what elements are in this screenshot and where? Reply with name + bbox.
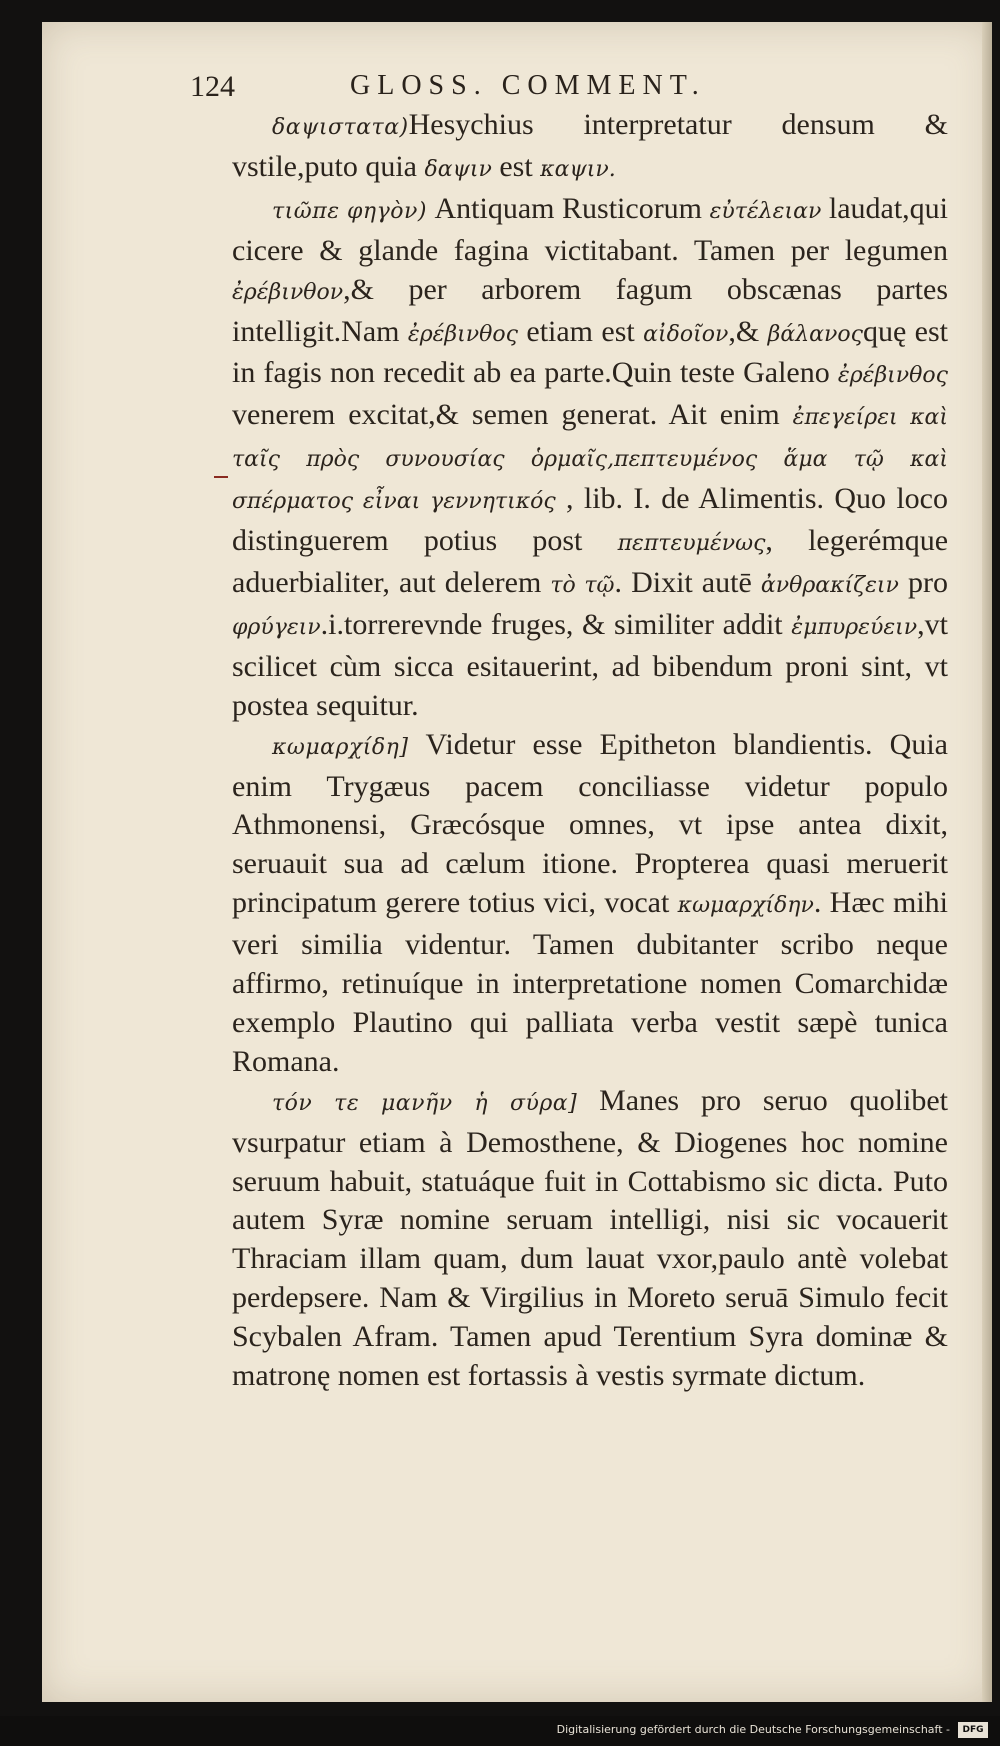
greek-word: δαψιν bbox=[424, 156, 492, 182]
greek-word: φρύγειν bbox=[232, 614, 321, 640]
greek-word: ἐρέβινθον bbox=[232, 279, 344, 305]
latin-text: Hesychius interpretatur densum & vstile,puto quia bbox=[232, 108, 948, 183]
greek-word: ἐρέβινθος bbox=[837, 363, 948, 389]
commentary-paragraph bbox=[232, 190, 948, 726]
latin-text: laudat,qui cicere & glande fagina victitabant. Tamen per legumen bbox=[232, 191, 948, 267]
commentary-paragraph bbox=[232, 726, 948, 1082]
greek-word: πεπτευμένως bbox=[617, 531, 766, 557]
latin-text: etiam est bbox=[517, 314, 644, 348]
lemma-greek: κωμαρχίδη] bbox=[272, 734, 409, 760]
latin-text: , legerémque aduerbialiter, aut delerem bbox=[232, 524, 949, 599]
latin-text: Videtur esse Epitheton blandientis. Quia enim Trygæus pacem conciliasse videtur populo Athmonensi, Græcósque omnes, vt ipse antea dixit, seruauit sua ad cælum itione. Propterea quasi meruerit principatum gerere totius vici, vocat bbox=[232, 727, 948, 920]
digitization-footer bbox=[0, 1716, 1000, 1746]
latin-text: . Hæc mihi veri similia videntur. Tamen dubitanter scribo neque affirmo, retinuíque in interpretatione nomen Comarchidæ exemplo Plautino qui palliata verba vestit sæpè tunica Romana. bbox=[232, 886, 948, 1078]
greek-word: βάλανος bbox=[767, 321, 863, 347]
page-number: 124 bbox=[190, 70, 235, 103]
lemma-greek: τιῶπε φηγὸν) bbox=[272, 198, 427, 224]
latin-text: .i.torrerevnde fruges, & similiter addit bbox=[320, 607, 792, 641]
lemma-greek: τόν τε μανῆν ἡ σύρα] bbox=[272, 1090, 578, 1116]
latin-text: Antiquam Rusticorum bbox=[426, 191, 710, 225]
greek-word: ἐρέβινθος bbox=[407, 321, 518, 347]
commentary-paragraph bbox=[232, 106, 948, 190]
greek-word: καψιν. bbox=[540, 156, 616, 182]
latin-text: Manes pro seruo quolibet vsurpatur etiam à Demosthene, & Diogenes hoc nomine seruum habuit, statuáque fuit in Cottabismo sic dicta. Puto autem Syræ nomine seruam intelligi, nisi sic vocauerit Thraciam illam quam, dum lauat vxor,paulo antè volebat perdepsere. Nam & Virgilius in Moreto seruā Simulo fecit Scybalen Afram. Tamen apud Terentium Syra dominæ & matronę nomen est fortassis à vestis syrmate dictum. bbox=[232, 1083, 948, 1393]
latin-text: ,& bbox=[728, 314, 768, 348]
greek-word: αἰδοῖον bbox=[643, 321, 729, 347]
latin-text: . Dixit autē bbox=[614, 565, 761, 599]
commentary-text bbox=[232, 106, 948, 1396]
latin-text: ,vt scilicet cùm sicca esitauerint, ad bibendum proni sint, vt postea sequitur. bbox=[232, 607, 948, 722]
greek-word: ἐμπυρεύειν bbox=[791, 614, 918, 640]
latin-text: est bbox=[491, 149, 541, 183]
dfg-logo: DFG bbox=[958, 1722, 988, 1738]
greek-word: κωμαρχίδην bbox=[677, 893, 814, 919]
latin-text: , lib. I. de Alimentis. Quo loco distinguerem potius post bbox=[232, 482, 948, 558]
latin-text: ,& per arborem fagum obscænas partes intelligit.Nam bbox=[232, 272, 948, 348]
page-edge bbox=[982, 22, 992, 1702]
greek-word: εὐτέλειαν bbox=[709, 198, 822, 224]
margin-mark bbox=[214, 476, 228, 478]
lemma-greek: δαψιστατα) bbox=[272, 115, 409, 140]
running-head: GLOSS. COMMENT. bbox=[350, 70, 706, 101]
greek-word: ἀνθρακίζειν bbox=[760, 572, 899, 598]
latin-text: venerem excitat,& semen generat. Ait enim bbox=[232, 398, 793, 432]
commentary-paragraph bbox=[232, 1082, 948, 1396]
greek-word: τὸ τῷ bbox=[550, 572, 615, 598]
page-header bbox=[190, 62, 910, 112]
greek-word: ἐπεγείρει καὶ ταῖς πρὸς συνουσίας ὁρμαῖς,πεπτευμένος ἅμα τῷ καὶ σπέρματος εἶναι γεννητικός bbox=[232, 405, 948, 515]
latin-text: quę est in fagis non recedit ab ea parte.Quin teste Galeno bbox=[232, 314, 948, 390]
funding-credit: Digitalisierung gefördert durch die Deutsche Forschungsgemeinschaft - bbox=[556, 1723, 950, 1736]
latin-text: pro bbox=[898, 565, 948, 599]
